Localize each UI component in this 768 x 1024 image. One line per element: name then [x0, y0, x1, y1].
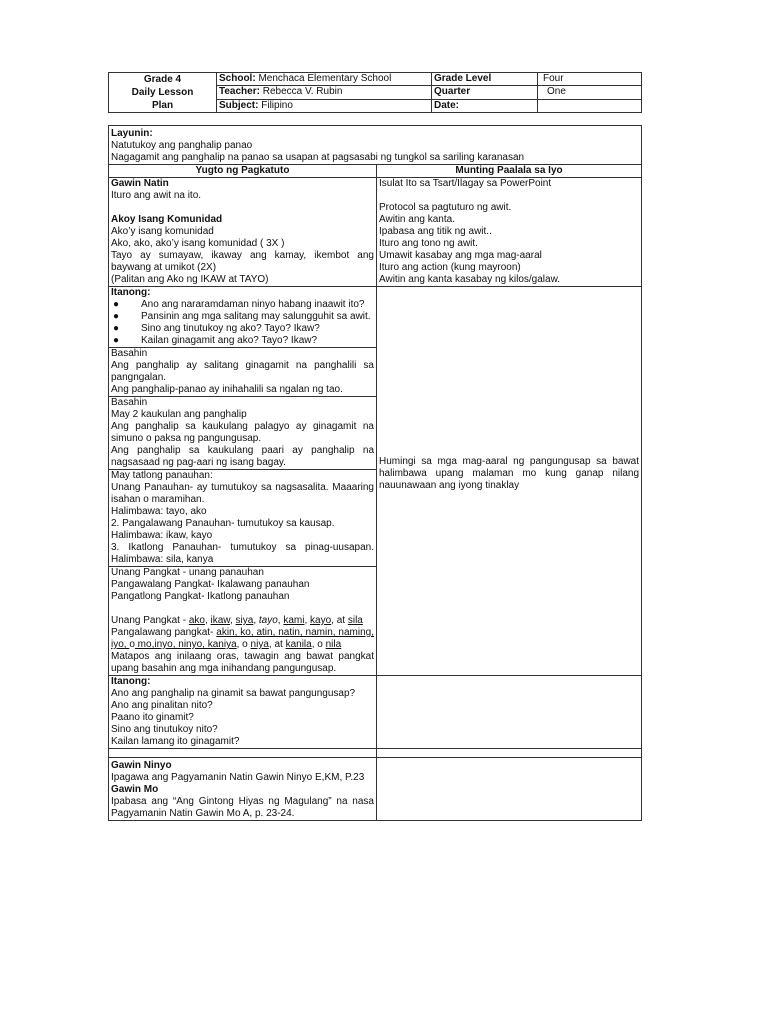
lesson-table	[108, 125, 642, 821]
basahin-cell-2	[109, 397, 377, 470]
question-1: ● Ano ang nararamdaman ninyo habang inaawit ito?	[111, 299, 374, 311]
question-4: ● Kailan ginagamit ang ako? Tayo? Ikaw?	[111, 335, 374, 347]
plan-title-2: Plan	[151, 100, 174, 111]
panauhan-line-5: Halimbawa: ikaw, kayo	[111, 530, 213, 541]
gawin-ninyo-title: Gawin Ninyo	[111, 760, 172, 771]
word-at-2: , at	[268, 639, 283, 650]
plan-title-cell	[109, 73, 217, 113]
pangalawang-words-1: akin, ko, atin, natin, namin, naming, iyo,	[111, 627, 375, 650]
gawin-ninyo-cell	[109, 758, 377, 821]
teacher-value: Rebecca V. Rubin	[262, 86, 343, 98]
basahin-title-2: Basahin	[111, 397, 148, 408]
panauhan-line-2: Unang Panauhan- ay tumutukoy sa nagsasalita. Maaaring isahan o maramihan.	[111, 482, 374, 505]
gawin-ninyo-notes-cell	[377, 758, 642, 821]
panauhan-line-3: Halimbawa: tayo, ako	[111, 506, 207, 517]
pangkat-line-1: Unang Pangkat - unang panauhan	[111, 567, 264, 578]
note-2: Protocol sa pagtuturo ng awit.	[379, 202, 512, 213]
gawin-mo-title: Gawin Mo	[111, 784, 159, 795]
word-niya: niya	[250, 639, 269, 650]
note-8: Awitin ang kanta kasabay ng kilos/galaw.	[379, 274, 561, 285]
date-label: Date:	[432, 99, 538, 112]
basahin-title-1: Basahin	[111, 348, 148, 359]
grade-level-value: Four	[538, 73, 642, 86]
question-3: ● Sino ang tinutukoy ng ako? Tayo? Ikaw?	[111, 323, 374, 335]
itanong-2-line-5: Kailan lamang ito ginagamit?	[111, 736, 240, 747]
quarter-value: One	[538, 86, 642, 99]
basahin-2-line-1: May 2 kaukulan ang panghalip	[111, 409, 247, 420]
grade-level-label: Grade Level	[432, 73, 538, 86]
right-note-cell	[377, 287, 642, 676]
question-2: ● Pansinin ang mga salitang may salungguhit sa awit.	[111, 311, 374, 323]
pangalawang-pangkat-line	[111, 627, 374, 651]
unang-pangkat-label: Unang Pangkat -	[111, 615, 189, 626]
song-line-4: (Palitan ang Ako ng IKAW at TAYO)	[111, 274, 269, 285]
word-at: at	[336, 615, 346, 626]
gawin-natin-notes-cell	[377, 178, 642, 287]
date-value	[538, 99, 642, 112]
word-nila: nila	[325, 639, 342, 650]
word-sila: sila	[347, 615, 363, 626]
word-tayo: tayo	[258, 615, 278, 626]
plan-title-1: Daily Lesson	[131, 87, 194, 98]
objectives-title: Layunin:	[111, 128, 153, 139]
panauhan-cell	[109, 470, 377, 567]
basahin-cell-1	[109, 348, 377, 397]
panauhan-line-6: 3. Ikatlong Panauhan- tumutukoy sa pinag-uusapan. Halimbawa: sila, kanya	[111, 542, 374, 565]
word-kanila: kanila	[285, 639, 312, 650]
itanong-title-2: Itanong:	[111, 676, 151, 687]
teacher-cell	[217, 86, 432, 99]
objectives-cell	[109, 126, 642, 165]
gawin-ninyo-line-1: Ipagawa ang Pagyamanin Natin Gawin Ninyo E,KM, P.23	[111, 772, 365, 783]
word-o-2: , o	[236, 639, 248, 650]
pangkat-instruction: Matapos ang inilaang oras, tawagin ang bawat pangkat upang basahin ang mga inihandang pangungusap.	[111, 651, 374, 674]
song-line-3: Tayo ay sumayaw, ikaway ang kamay, ikembot ang baywang at umikot (2X)	[111, 250, 374, 273]
gawin-natin-title: Gawin Natin	[111, 178, 169, 189]
song-line-1: Ako’y isang komunidad	[111, 226, 214, 237]
note-1: Isulat Ito sa Tsart/Ilagay sa PowerPoint	[379, 178, 552, 189]
word-o-3: , o	[311, 639, 323, 650]
gawin-natin-cell	[109, 178, 377, 287]
objective-2: Nagagamit ang panghalip na panao sa usapan at pagsasabi ng tungkol sa sariling karanasan	[111, 152, 525, 163]
itanong-2-notes-cell	[377, 676, 642, 749]
pangalawang-words-2: mo,inyo, ninyo, kaniya	[134, 639, 237, 650]
gawin-natin-line-1: Ituro ang awit na ito.	[111, 190, 202, 201]
subject-cell	[217, 99, 432, 112]
quarter-label: Quarter	[432, 86, 538, 99]
column-header-right: Munting Paalala sa Iyo	[377, 165, 642, 178]
unang-pangkat-line: Unang Pangkat - ako, ikaw, siya, tayo, kami, kayo, at sila	[111, 615, 363, 626]
gawin-mo-line-1: Ipabasa ang “Ang Gintong Hiyas ng Magulang” na nasa Pagyamanin Natin Gawin Mo A, p. 23-24.	[111, 796, 374, 819]
itanong-cell-2	[109, 676, 377, 749]
basahin-1-para-2: Ang panghalip-panao ay inihahalili sa ngalan ng tao.	[111, 384, 343, 395]
itanong-cell-1	[109, 287, 377, 348]
teacher-label: Teacher:	[219, 86, 260, 98]
pangalawang-pangkat-label: Pangalawang pangkat-	[111, 627, 217, 638]
objective-1: Natutukoy ang panghalip panao	[111, 140, 253, 151]
header-table	[108, 72, 642, 113]
word-ako: ako	[188, 615, 205, 626]
word-siya: siya	[235, 615, 254, 626]
pangkat-line-2: Pangawalang Pangkat- Ikalawang panauhan	[111, 579, 310, 590]
subject-label: Subject:	[219, 99, 259, 111]
word-ikaw: ikaw	[210, 615, 230, 626]
itanong-2-line-4: Sino ang tinutukoy nito?	[111, 724, 218, 735]
note-7: Ituro ang action (kung mayroon)	[379, 262, 521, 273]
basahin-2-para-1: Ang panghalip sa kaukulang palagyo ay ginagamit na simuno o paksa ng pangungusap.	[111, 421, 374, 444]
pangkat-cell	[109, 567, 377, 676]
school-label: School:	[219, 73, 256, 84]
school-cell	[217, 73, 432, 86]
word-o-1: o	[129, 639, 135, 650]
note-3: Awitin ang kanta.	[379, 214, 455, 225]
note-4: Ipabasa ang titik ng awit..	[379, 226, 492, 237]
basahin-2-para-2: Ang panghalip sa kaukulang paari ay panghalip na nagsasaad ng pag-aari ng isang bagay.	[111, 445, 374, 468]
note-6: Umawit kasabay ang mga mag-aaral	[379, 250, 542, 261]
grade-title: Grade 4	[143, 74, 182, 85]
itanong-2-line-3: Paano ito ginamit?	[111, 712, 194, 723]
itanong-2-line-1: Ano ang panghalip na ginamit sa bawat pangungusap?	[111, 688, 356, 699]
song-title: Akoy Isang Komunidad	[111, 214, 223, 225]
spacer-cell-right	[377, 749, 642, 758]
school-value: Menchaca Elementary School	[258, 73, 392, 84]
word-kayo: kayo	[310, 615, 332, 626]
spacer-cell-left	[109, 749, 377, 758]
pangkat-line-3: Pangatlong Pangkat- Ikatlong panauhan	[111, 591, 290, 602]
song-line-2: Ako, ako, ako’y isang komunidad ( 3X )	[111, 238, 285, 249]
question-list-1	[111, 299, 374, 347]
subject-value: Filipino	[261, 99, 293, 111]
itanong-2-line-2: Ano ang pinalitan nito?	[111, 700, 213, 711]
right-note: Humingi sa mga mag-aaral ng pangungusap sa bawat halimbawa upang malaman mo kung ganap nilang nauunawaan ang iyong tinaklay	[379, 456, 640, 491]
column-header-left: Yugto ng Pagkatuto	[109, 165, 377, 178]
word-kami: kami	[283, 615, 305, 626]
note-5: Ituro ang tono ng awit.	[379, 238, 478, 249]
itanong-title-1: Itanong:	[111, 287, 151, 298]
panauhan-line-4: 2. Pangalawang Panauhan- tumutukoy sa kausap.	[111, 518, 335, 529]
basahin-1-para-1: Ang panghalip ay salitang ginagamit na panghalili sa pangngalan.	[111, 360, 374, 383]
panauhan-line-1: May tatlong panauhan:	[111, 470, 213, 481]
